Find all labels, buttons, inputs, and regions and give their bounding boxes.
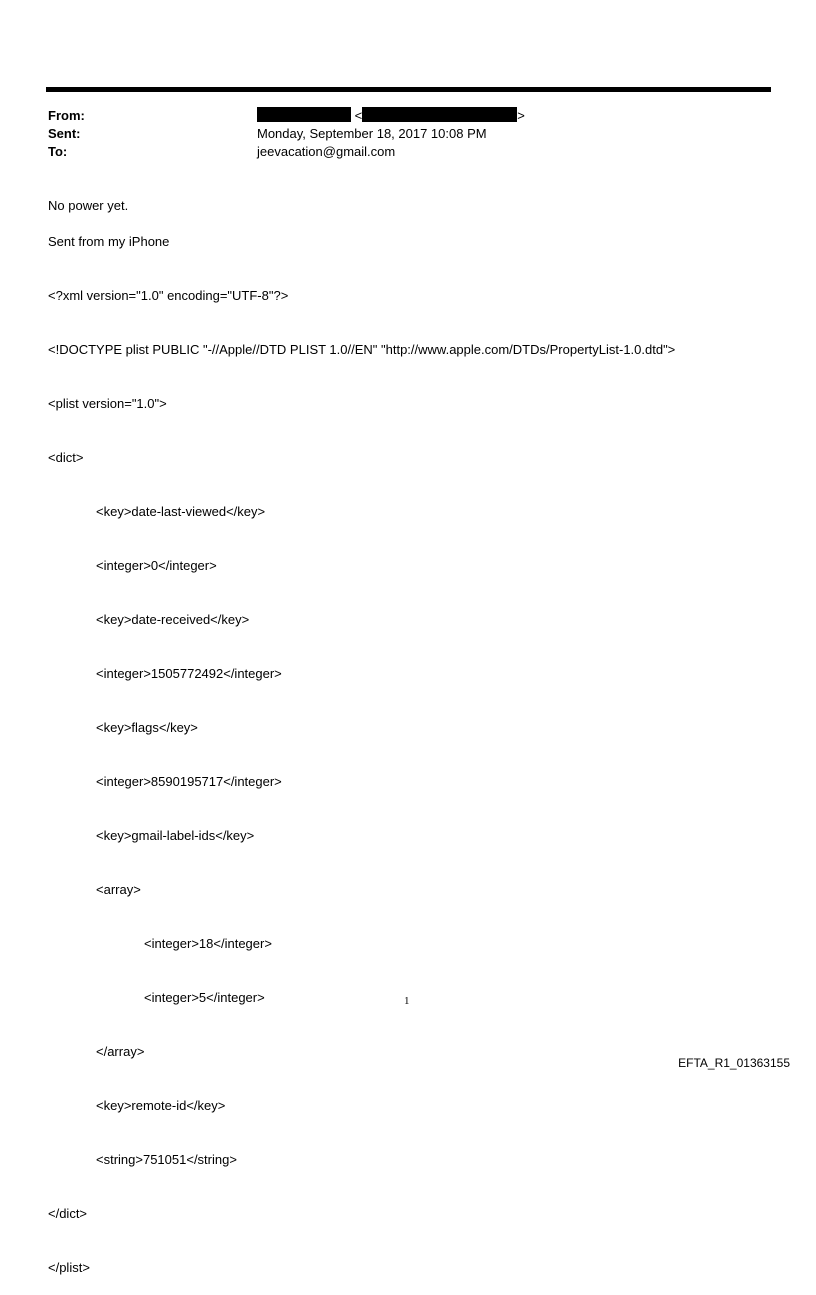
plist-line: <integer>1505772492</integer> [96,666,282,681]
redaction-box [362,107,517,122]
plist-line: <key>date-last-viewed</key> [96,504,266,519]
from-angle-close: > [517,108,525,123]
plist-line: <key>gmail-label-ids</key> [96,828,255,843]
to-value: jeevacation@gmail.com [257,144,396,159]
plist-line: <array> [96,882,141,897]
message-text: No power yet. [48,198,129,213]
redaction-box [257,107,351,122]
plist-line: <plist version="1.0"> [48,396,167,411]
sent-label: Sent: [48,126,81,141]
plist-line: <key>date-received</key> [96,612,250,627]
header-rule [46,87,771,92]
signature-text: Sent from my iPhone [48,234,170,249]
plist-line: <key>remote-id</key> [96,1098,226,1113]
sent-value: Monday, September 18, 2017 10:08 PM [257,126,487,141]
from-label: From: [48,108,85,123]
plist-line: <string>751051</string> [96,1152,237,1167]
page-number: 1 [404,995,410,1007]
from-value [257,107,525,125]
plist-line: <integer>8590195717</integer> [96,774,282,789]
plist-line: <!DOCTYPE plist PUBLIC "-//Apple//DTD PLIST 1.0//EN" "http://www.apple.com/DTDs/PropertyList-1.0.dtd"> [48,342,676,357]
plist-line: </array> [96,1044,145,1059]
to-label: To: [48,144,68,159]
from-angle-open: < [354,108,363,123]
plist-line: <key>flags</key> [96,720,198,735]
document-id: EFTA_R1_01363155 [678,1056,790,1070]
plist-line: <integer>5</integer> [144,990,265,1005]
plist-line: <dict> [48,450,84,465]
plist-line: <integer>18</integer> [144,936,272,951]
plist-line: <integer>0</integer> [96,558,217,573]
plist-line: </dict> [48,1206,88,1221]
plist-line: </plist> [48,1260,90,1275]
plist-block [48,251,675,1295]
plist-line: <?xml version="1.0" encoding="UTF-8"?> [48,288,289,303]
